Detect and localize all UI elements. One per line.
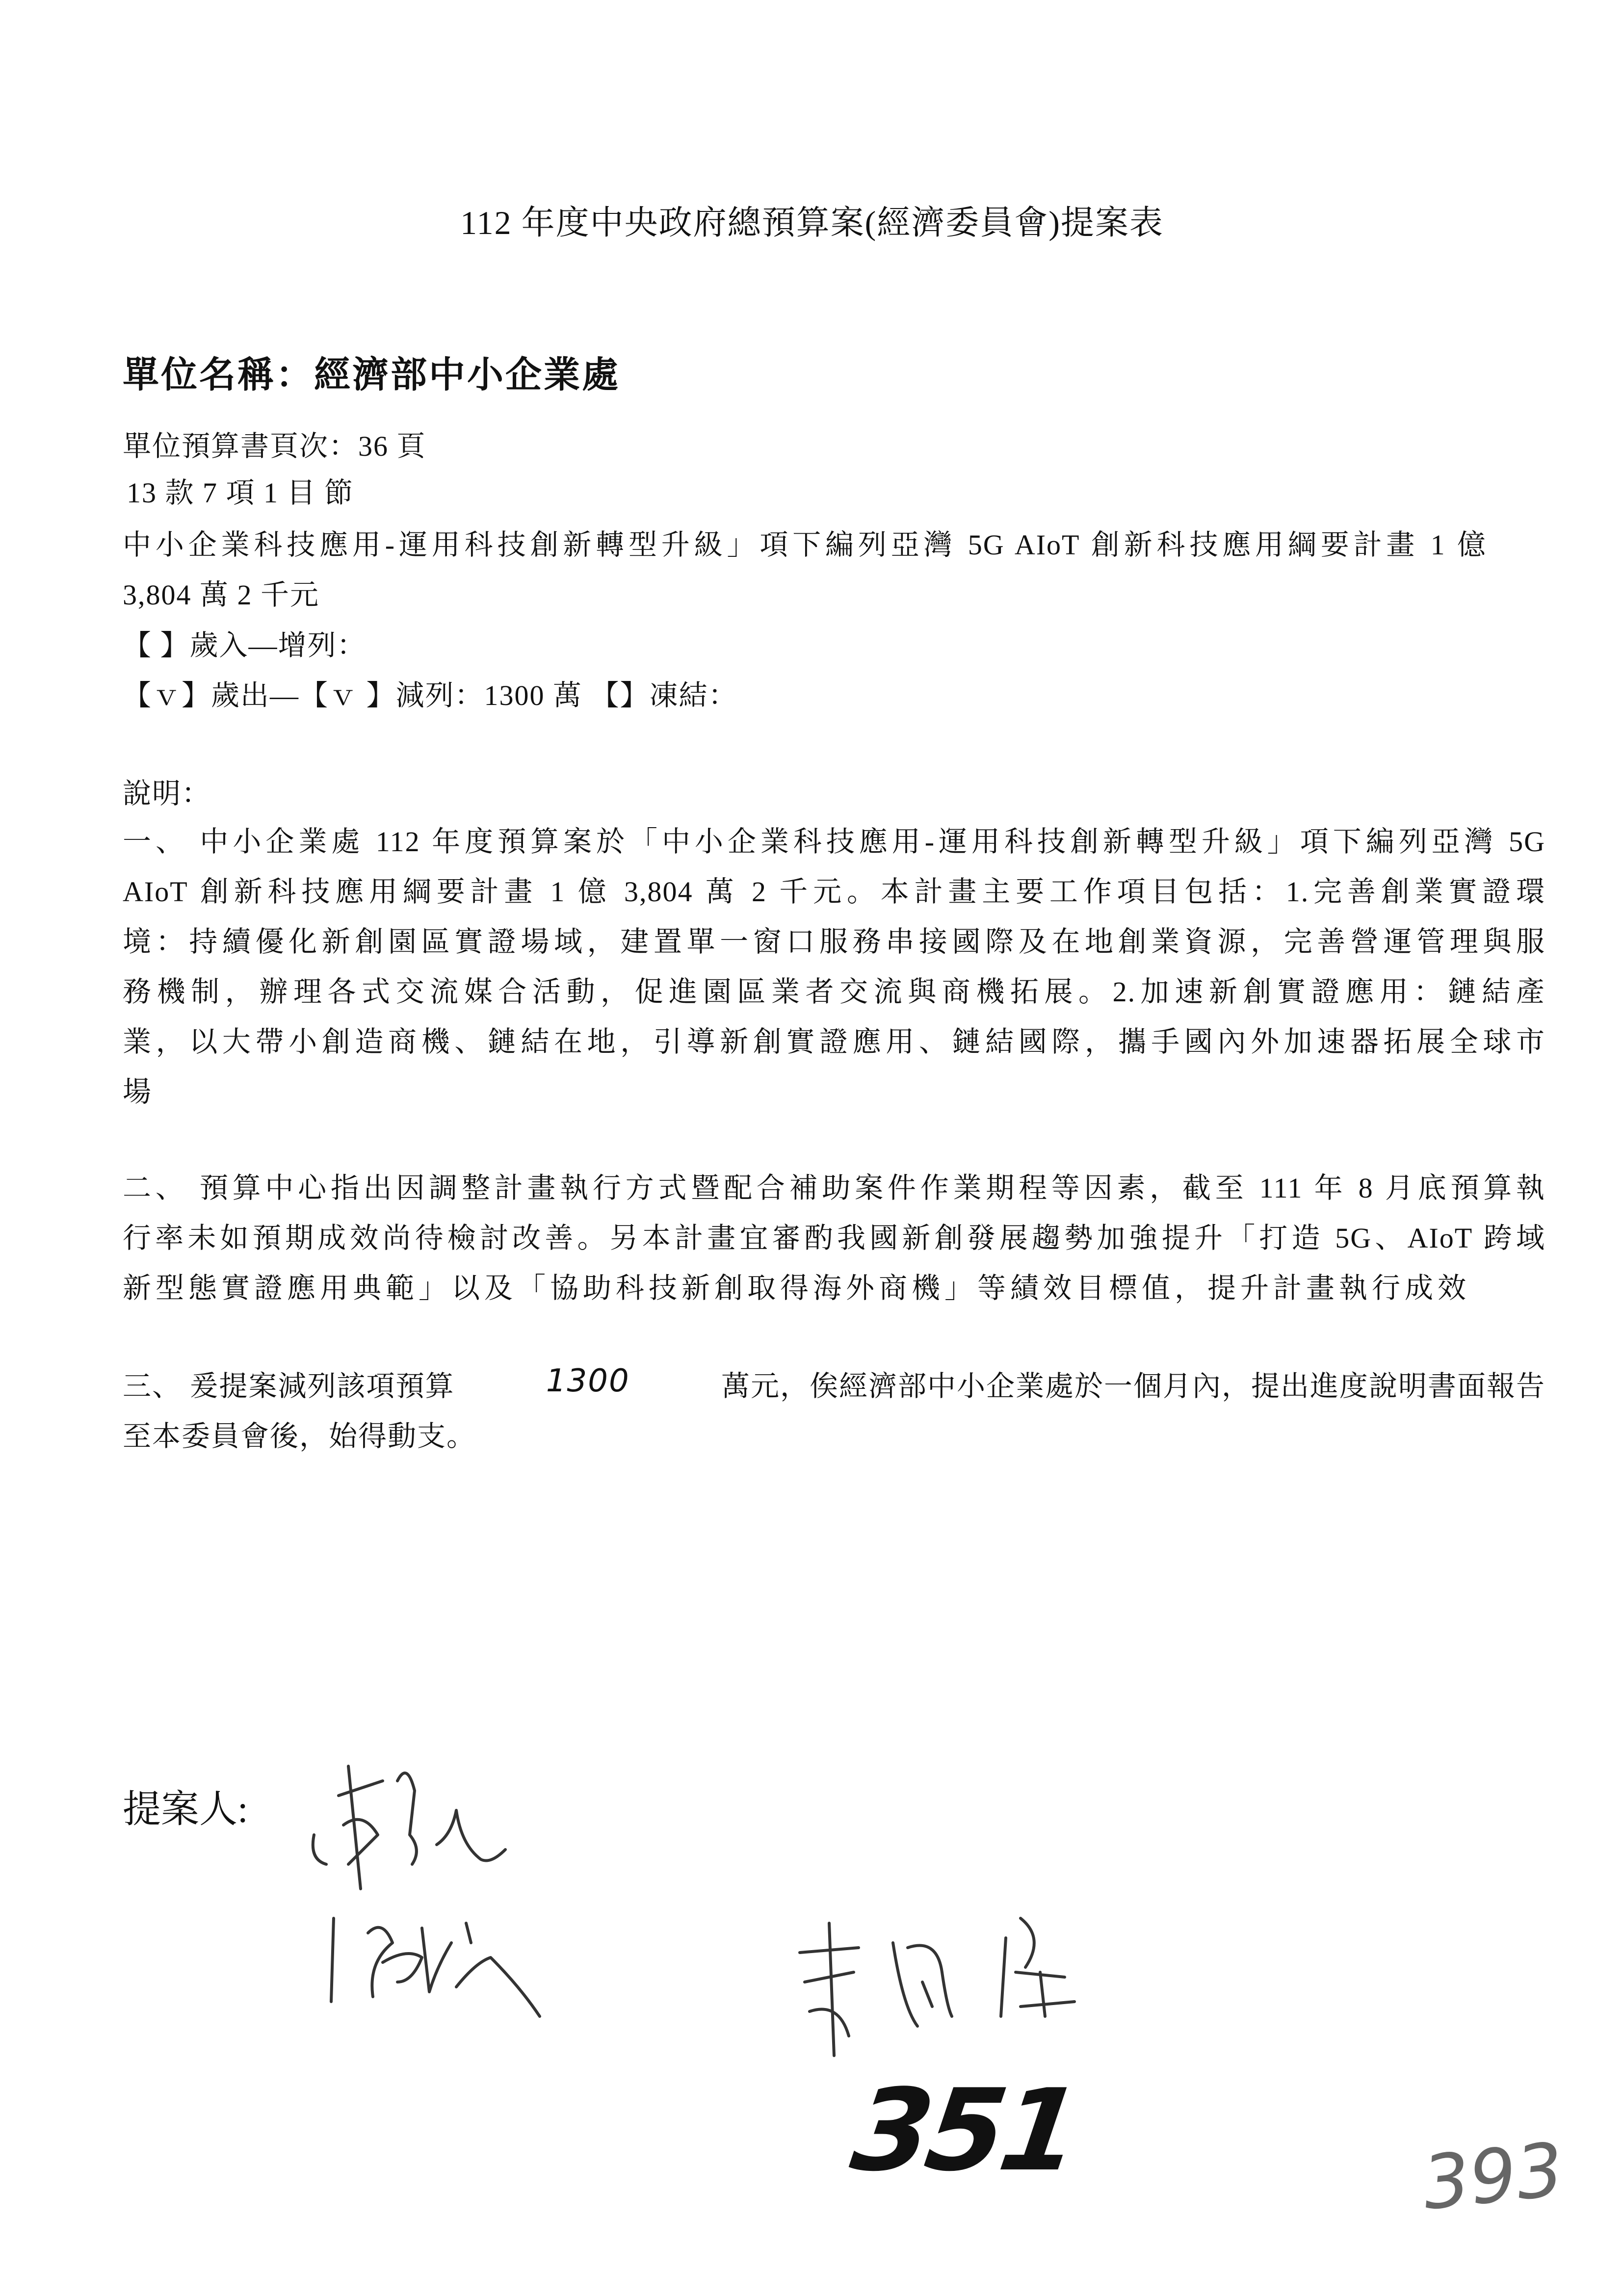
budget-page-line: 單位預算書頁次：36 頁 bbox=[123, 430, 426, 462]
para1-line: 業，以大帶小創造商機、鏈結在地，引導新創實證應用、鏈結國際，攜手國內外加速器拓展全球市 bbox=[123, 1026, 1545, 1058]
signature-2 bbox=[324, 1889, 628, 2036]
para1-line: 境：持續優化新創園區實證場域，建置單一窗口服務串接國際及在地創業資源，完善營運管理與服 bbox=[123, 926, 1545, 958]
para1-line: 務機制，辦理各式交流媒合活動，促進園區業者交流與商機拓展。2.加速新創實證應用：鏈結產 bbox=[123, 976, 1545, 1008]
para2-line: 二、 預算中心指出因調整計畫執行方式暨配合補助案件作業期程等因素，截至 111 年 8 月底預算執 bbox=[123, 1172, 1545, 1204]
plan-amount-line: 3,804 萬 2 千元 bbox=[123, 579, 320, 611]
signature-3 bbox=[790, 1908, 1133, 2065]
plan-description-line: 中小企業科技應用-運用科技創新轉型升級」項下編列亞灣 5G AIoT 創新科技應用綱要計畫 1 億 bbox=[123, 529, 1487, 561]
signature-1 bbox=[304, 1751, 648, 1879]
handwritten-amount: 1300 bbox=[546, 1363, 630, 1399]
para2-line: 行率未如預期成效尚待檢討改善。另本計畫宜審酌我國新創發展趨勢加強提升「打造 5G、AIoT 跨域 bbox=[123, 1222, 1545, 1254]
unit-name: 單位名稱：經濟部中小企業處 bbox=[123, 355, 620, 395]
document-title: 112 年度中央政府總預算案(經濟委員會)提案表 bbox=[460, 204, 1164, 241]
para3-line: 至本委員會後，始得動支。 bbox=[123, 1420, 476, 1452]
para1-line: 一、 中小企業處 112 年度預算案於「中小企業科技應用-運用科技創新轉型升級」項下編列亞灣 5G bbox=[123, 826, 1545, 858]
para2-line: 新型態實證應用典範」以及「協助科技新創取得海外商機」等績效目標值，提升計畫執行成效 bbox=[123, 1272, 1467, 1304]
para3-line bbox=[123, 1363, 1545, 1404]
expenditure-reduce-line: 【ｖ】歲出—【ｖ 】減列：1300 萬 【】凍結： bbox=[123, 679, 738, 711]
handwritten-number: 351 bbox=[844, 2065, 1084, 2196]
para1-line: 場 bbox=[123, 1076, 153, 1108]
para1-line: AIoT 創新科技應用綱要計畫 1 億 3,804 萬 2 千元。本計畫主要工作項目包括：1.完善創業實證環 bbox=[123, 876, 1545, 908]
para3-suffix: 萬元，俟經濟部中小企業處於一個月內，提出進度說明書面報告 bbox=[721, 1370, 1545, 1402]
proposer-label: 提案人: bbox=[123, 1788, 248, 1830]
para3-prefix: 三、 爰提案減列該項預算 bbox=[123, 1370, 455, 1402]
revenue-increase-line: 【 】歲入—增列： bbox=[123, 629, 367, 661]
budget-item-line: 13 款 7 項 1 目 節 bbox=[127, 477, 354, 509]
explanation-label: 說明： bbox=[123, 778, 211, 809]
handwritten-page-number: 393 bbox=[1418, 2127, 1568, 2227]
